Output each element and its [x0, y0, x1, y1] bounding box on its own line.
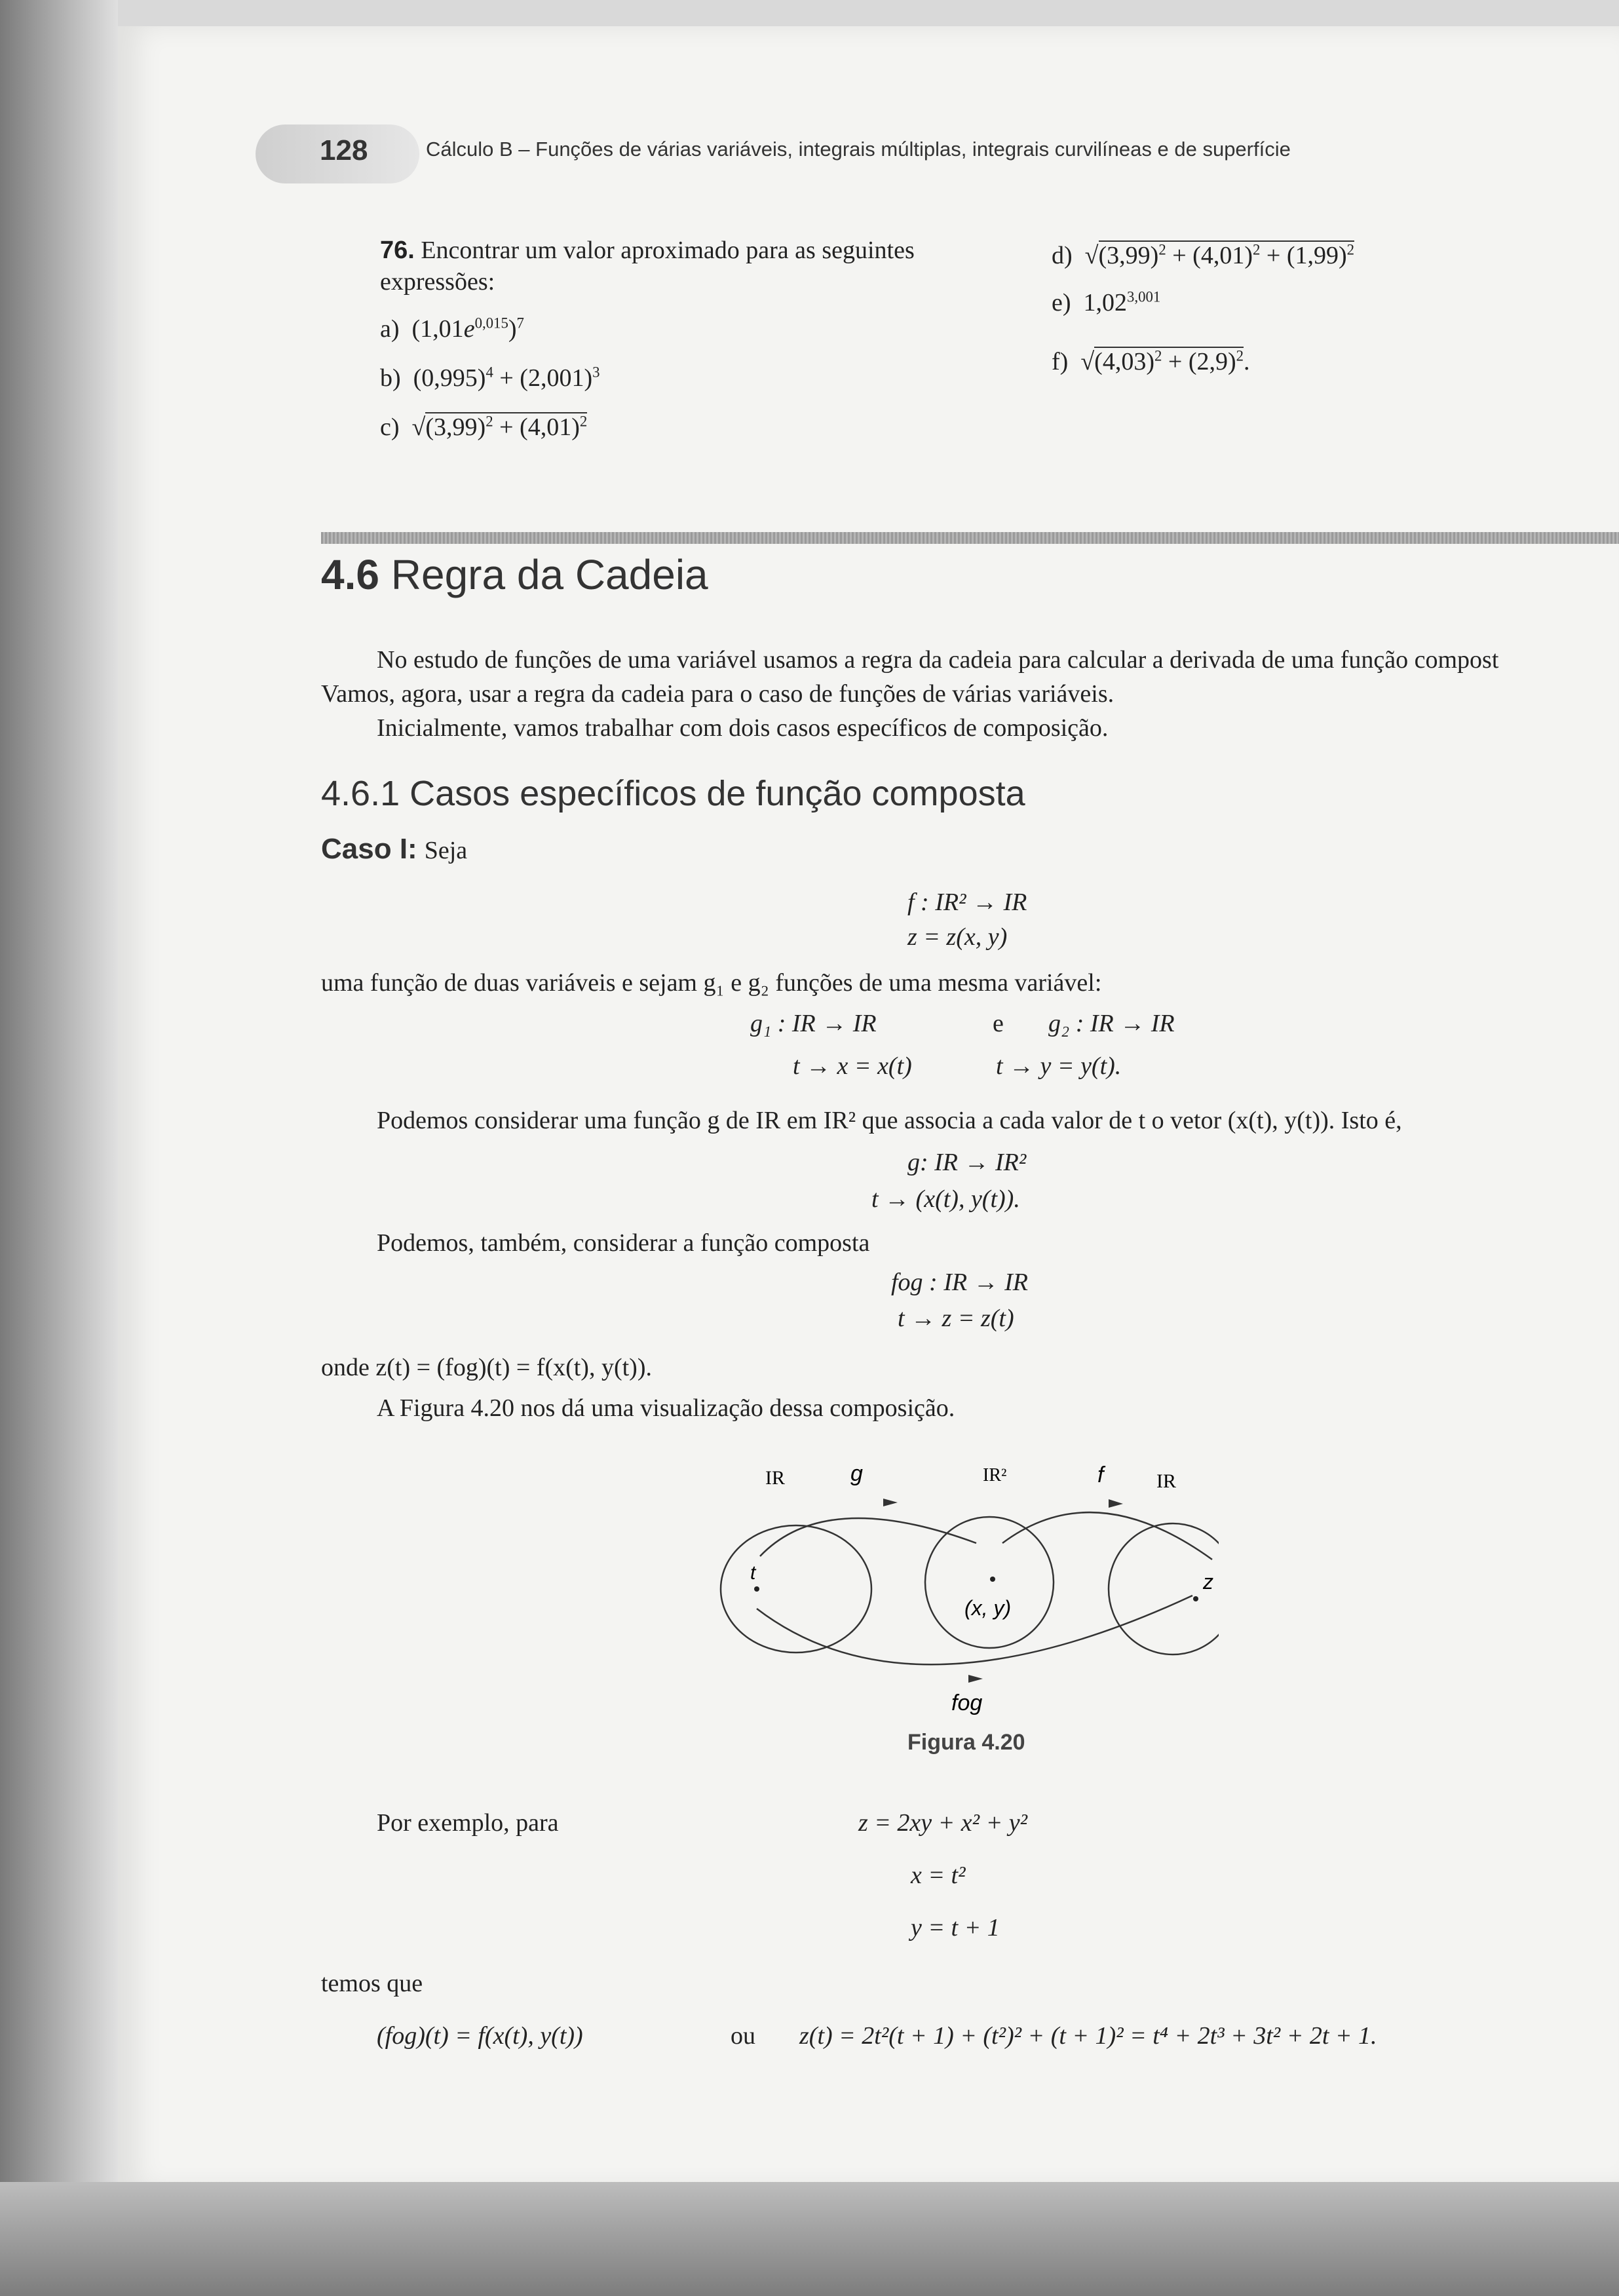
page-number: 128 — [320, 134, 368, 166]
arrow-fog-head — [968, 1675, 983, 1683]
result-right: z(t) = 2t²(t + 1) + (t²)² + (t + 1)² = t⁴ + 2t³ + 3t² + 2t + 1. — [799, 2022, 1377, 2050]
figure-reference: A Figura 4.20 nos dá uma visualização dessa composição. — [377, 1394, 955, 1422]
exercise-number: 76. — [380, 237, 415, 264]
onde-line: onde z(t) = (fog)(t) = f(x(t), y(t)). — [321, 1354, 652, 1381]
bottom-shadow — [0, 2182, 1619, 2296]
section-title: Regra da Cadeia — [390, 551, 708, 598]
exercise-item-c: c) $√(3,99)^2 + (4,01)^2$ — [380, 413, 588, 441]
or-word: ou — [731, 2022, 755, 2050]
composition-diagram — [695, 1461, 1219, 1723]
exercise-item-b: b) $(0,995)^4 + (2,001)^3$ — [380, 364, 600, 392]
t-y-mapping: t → y = y(t). — [996, 1052, 1122, 1080]
point-z — [1193, 1596, 1198, 1601]
item-label: a) — [380, 315, 400, 343]
item-label: f) — [1052, 348, 1069, 375]
label-g: g — [850, 1461, 863, 1486]
section-rule — [321, 532, 1619, 544]
set-label-r3: IR — [1156, 1470, 1176, 1492]
label-f: f — [1097, 1463, 1104, 1487]
section-number: 4.6 — [321, 551, 379, 598]
item-label: b) — [380, 364, 401, 392]
label-z: z — [1203, 1570, 1213, 1594]
exercise-statement-line2: expressões: — [380, 268, 495, 296]
result-left: (fog)(t) = f(x(t), y(t)) — [377, 2022, 583, 2050]
paragraph-1-line-1: No estudo de funções de uma variável usamos a regra da cadeia para calcular a derivada de uma função compost — [377, 646, 1499, 674]
exercise-statement-line1: Encontrar um valor aproximado para as seguintes — [421, 237, 915, 264]
and-word: e — [993, 1010, 1004, 1037]
item-label: e) — [1052, 289, 1071, 316]
t-x-mapping: t → x = x(t) — [793, 1052, 912, 1080]
label-fog: fog — [951, 1691, 983, 1715]
line-composite: Podemos, também, considerar a função composta — [377, 1229, 870, 1257]
f-definition: f : IR² → IR — [907, 889, 1027, 916]
codomain-set-circle — [1109, 1523, 1219, 1655]
z-definition: z = z(x, y) — [907, 923, 1008, 951]
subsection-heading — [321, 773, 1025, 814]
exercise-item-f: f) $√(4,03)^2 + (2,9)^2$. — [1052, 347, 1250, 375]
fog-definition: fog : IR → IR — [891, 1269, 1028, 1296]
subsection-number: 4.6.1 — [321, 774, 400, 813]
exercise-item-a: a) $(1,01e^{0,015})^7$ — [380, 315, 524, 343]
set-label-r1: IR — [765, 1467, 785, 1489]
exercise-item-e: e) 1,02$^{3,001}$ — [1052, 288, 1161, 316]
exercise-statement — [380, 236, 915, 265]
subsection-title: Casos específicos de função composta — [410, 774, 1025, 813]
set-label-r2: IR² — [983, 1465, 1007, 1485]
paragraph-1-line-2: Vamos, agora, usar a regra da cadeia para o caso de funções de várias variáveis. — [321, 680, 1114, 708]
temos-que: temos que — [321, 1970, 423, 1997]
caso-text: Seja — [424, 837, 468, 864]
exercise-item-d: d) $√(3,99)^2 + (4,01)^2 + (1,99)^2$ — [1052, 241, 1355, 269]
section-heading — [321, 550, 708, 599]
example-eq-z: z = 2xy + x² + y² — [858, 1809, 1027, 1837]
g1-definition: g₁ : IR → IR — [750, 1010, 877, 1037]
example-eq-y: y = t + 1 — [911, 1914, 1000, 1942]
arrow-g-head — [883, 1499, 898, 1506]
g-definition: g: IR → IR² — [907, 1149, 1027, 1176]
arrow-f-head — [1109, 1499, 1123, 1508]
paragraph-2: Inicialmente, vamos trabalhar com dois casos específicos de composição. — [377, 714, 1109, 742]
item-label: d) — [1052, 242, 1073, 269]
figure-caption: Figura 4.20 — [907, 1730, 1025, 1755]
item-label: c) — [380, 413, 400, 441]
middle-set-circle — [925, 1517, 1054, 1648]
t-z-mapping: t → z = z(t) — [898, 1305, 1014, 1332]
line-g-functions: uma função de duas variáveis e sejam g₁ e g₂ funções de uma mesma variável: — [321, 969, 1102, 997]
caso-heading — [321, 832, 467, 866]
book-spine-shadow — [0, 0, 118, 2296]
point-t — [754, 1586, 759, 1592]
label-t: t — [750, 1562, 756, 1584]
label-xy: (x, y) — [964, 1596, 1012, 1620]
t-xy-mapping: t → (x(t), y(t)). — [871, 1185, 1020, 1213]
caso-label: Caso I: — [321, 833, 417, 865]
example-eq-x: x = t² — [911, 1862, 966, 1889]
g2-definition: g₂ : IR → IR — [1048, 1010, 1175, 1037]
running-title: Cálculo B – Funções de várias variáveis, integrais múltiplas, integrais curvilíneas e de superfície — [426, 138, 1291, 161]
example-intro: Por exemplo, para — [377, 1809, 559, 1837]
point-xy — [990, 1577, 995, 1582]
line-g-vector: Podemos considerar uma função g de IR em IR² que associa a cada valor de t o vetor (x(t), y(t)). Isto é, — [377, 1107, 1402, 1134]
